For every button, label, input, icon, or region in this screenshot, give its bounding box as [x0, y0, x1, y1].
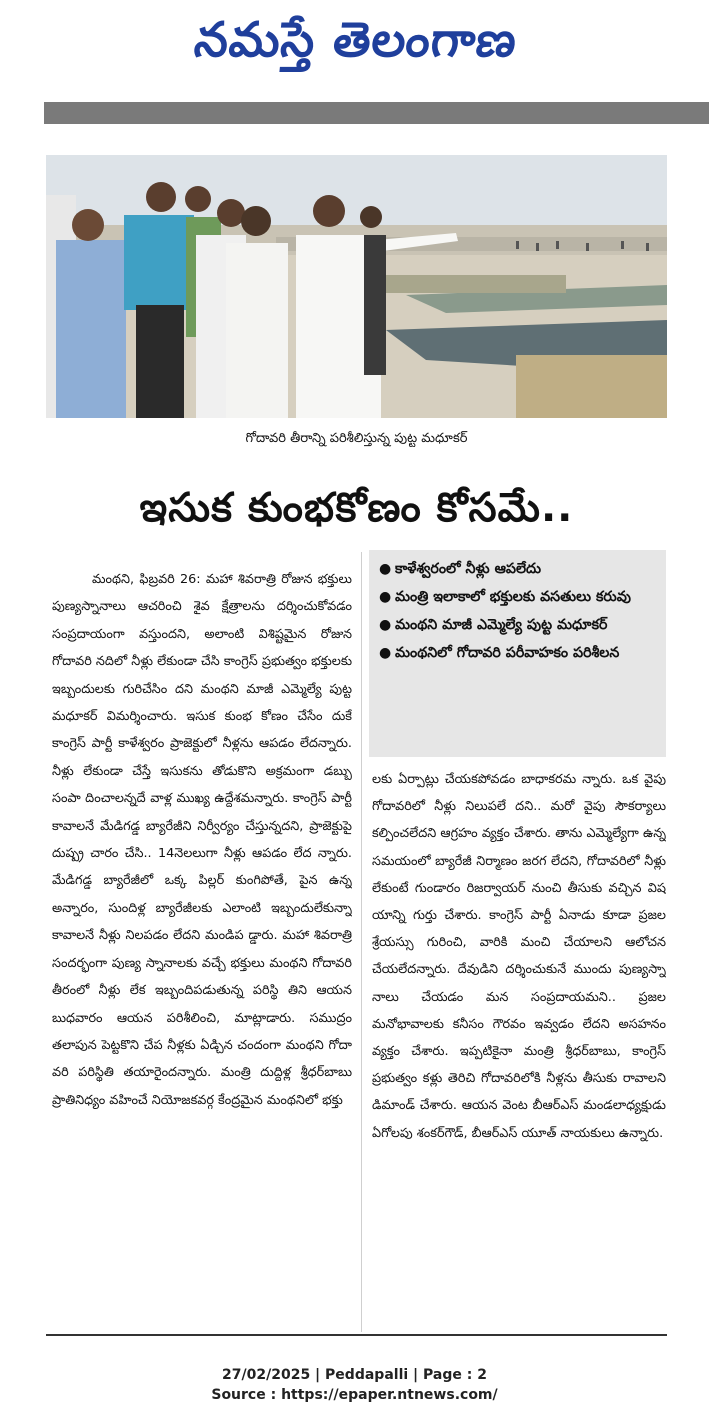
photo-caption: గోదావరి తీరాన్ని పరిశీలిస్తున్న పుట్ట మధూకర్ [245, 431, 468, 446]
news-photo-illustration [46, 155, 667, 418]
highlight-text: మంత్రి ఇలాకాలో భక్తులకు వసతులు కరువు [395, 589, 631, 605]
footer-date-edition: 27/02/2025 | Peddapalli | Page : 2 [222, 1367, 487, 1383]
bottom-rule [46, 1334, 667, 1336]
bullet-icon: ● [379, 589, 392, 605]
highlight-text: కాళేశ్వరంలో నీళ్లు ఆపలేదు [395, 561, 541, 577]
highlight-item [379, 640, 658, 666]
news-photo [46, 155, 667, 418]
bullet-icon: ● [379, 645, 392, 661]
article-headline: ఇసుక కుంభకోణం కోసమే.. [139, 485, 574, 531]
column-divider [361, 552, 362, 1332]
bullet-icon: ● [379, 561, 392, 577]
highlight-text: మంథని మాజీ ఎమ్మెల్యే పుట్ట మధూకర్ [395, 617, 608, 633]
highlight-item [379, 584, 658, 610]
article-body-right: లకు ఏర్పాట్లు చేయకపోవడం బాధాకరమ న్నారు. ఒక వైపు గోదావరిలో నీళ్లు నిలుపలే దని.. మరో వైపు సౌకర్యాలు కల్పించలేదని ఆగ్రహం వ్యక్తం చేశారు. తాను ఎమ్మెల్యేగా ఉన్న సమయంలో బ్యారేజీ నిర్మాణం జరగ లేదని, గోదావరిలో నీళ్లు లేకుంటే గుండారం రిజర్వాయర్ నుంచి తీసుకు వచ్చిన విష యాన్ని గుర్తు చేశారు. కాంగ్రెస్ పార్టీ ఏనాడు కూడా ప్రజల శ్రేయస్సు గురించి, వారికి మంచి చేయాలని ఆలోచన చేయలేదన్నారు. దేవుడిని దర్శించుకునే ముందు పుణ్యస్నా నాలు చేయడం మన సంప్రదాయమని.. ప్రజల మనోభావాలకు కనీసం గౌరవం ఇవ్వడం లేదని అసహనం వ్యక్తం చేశారు. ఇప్పటికైనా మంత్రి శ్రీధర్‌బాబు, కాంగ్రెస్ ప్రభుత్వం కళ్లు తెరిచి గోదావరిలోకి నీళ్లను తీసుకు రావాలని డిమాండ్ చేశారు. ఆయన వెంట బీఆర్ఎస్ మండలాధ్యక్షుడు ఏగోలపు శంకర్‌గౌడ్, బీఆర్ఎస్ యూత్ నాయకులు ఉన్నారు. [372, 772, 666, 1141]
masthead-logo [150, 6, 560, 86]
highlight-item [379, 556, 658, 582]
highlight-item [379, 612, 658, 638]
header-bar [44, 102, 709, 124]
article-body-left: మంథని, ఫిబ్రవరి 26: మహా శివరాత్రి రోజున భక్తులు పుణ్యస్నానాలు ఆచరించి శైవ క్షేత్రాలను దర్శించుకోవడం సంప్రదాయంగా వస్తుందని, అలాంటి విశిష్టమైన రోజున గోదావరి నదిలో నీళ్లు లేకుండా చేసి కాంగ్రెస్ ప్రభుత్వం భక్తులకు ఇబ్బందులకు గురిచేసిం దని మంథని మాజీ ఎమ్మెల్యే పుట్ట మధూకర్ విమర్శించారు. ఇసుక కుంభ కోణం చేసేం దుకే కాంగ్రెస్ పార్టీ కాళేశ్వరం ప్రాజెక్టులో నీళ్లను ఆపడం లేదన్నారు. నీళ్లు లేకుండా చేస్తే ఇసుకను తోడుకొని అక్రమంగా డబ్బు సంపా దించాలన్నదే వాళ్ల ముఖ్య ఉద్దేశమన్నారు. కాంగ్రెస్ పార్టీ కావాలనే మేడిగడ్డ బ్యారేజీని నిర్వీర్యం చేస్తున్నదని, ప్రాజెక్టుపై దుష్ప్ర చారం చేసి.. 14నెలలుగా నీళ్లు ఆపడం లేద న్నారు. మేడిగడ్డ బ్యారేజీలో ఒక్క పిల్లర్ కుంగిపోతే, పైన ఉన్న అన్నారం, సుందిళ్ల బ్యారేజీలకు ఎలాంటి ఇబ్బందులేకున్నా కావాలనే నీళ్లు నిలపడం లేదని మండిప డ్డారు. మహా శివరాత్రి సందర్భంగా పుణ్య స్నానాలకు వచ్చే భక్తులు మంథని గోదావరి తీరంలో నీళ్లు లేక ఇబ్బందిపడుతున్న పరిస్థి తిని ఆయన బుధవారం ఆయన పరిశీలించి, మాట్లాడారు. సముద్రం తలాపున పెట్టకొని చేప నీళ్లకు ఏడ్చిన చందంగా మంథని గోదా వరి పరిస్థితి తయారైందన్నారు. మంత్రి దుద్దిళ్ల శ్రీధర్‌బాబు ప్రాతినిధ్యం వహించే నియోజకవర్గ కేంద్రమైన మంథనిలో భక్తు [52, 572, 352, 1108]
bullet-icon: ● [379, 617, 392, 633]
highlights-box [369, 550, 666, 757]
masthead-title: నమస్తే తెలంగాణ [191, 12, 520, 68]
footer [0, 1365, 709, 1405]
highlight-text: మంథనిలో గోదావరి పరీవాహకం పరిశీలన [395, 645, 620, 661]
footer-source-link: Source : https://epaper.ntnews.com/ [211, 1387, 498, 1403]
